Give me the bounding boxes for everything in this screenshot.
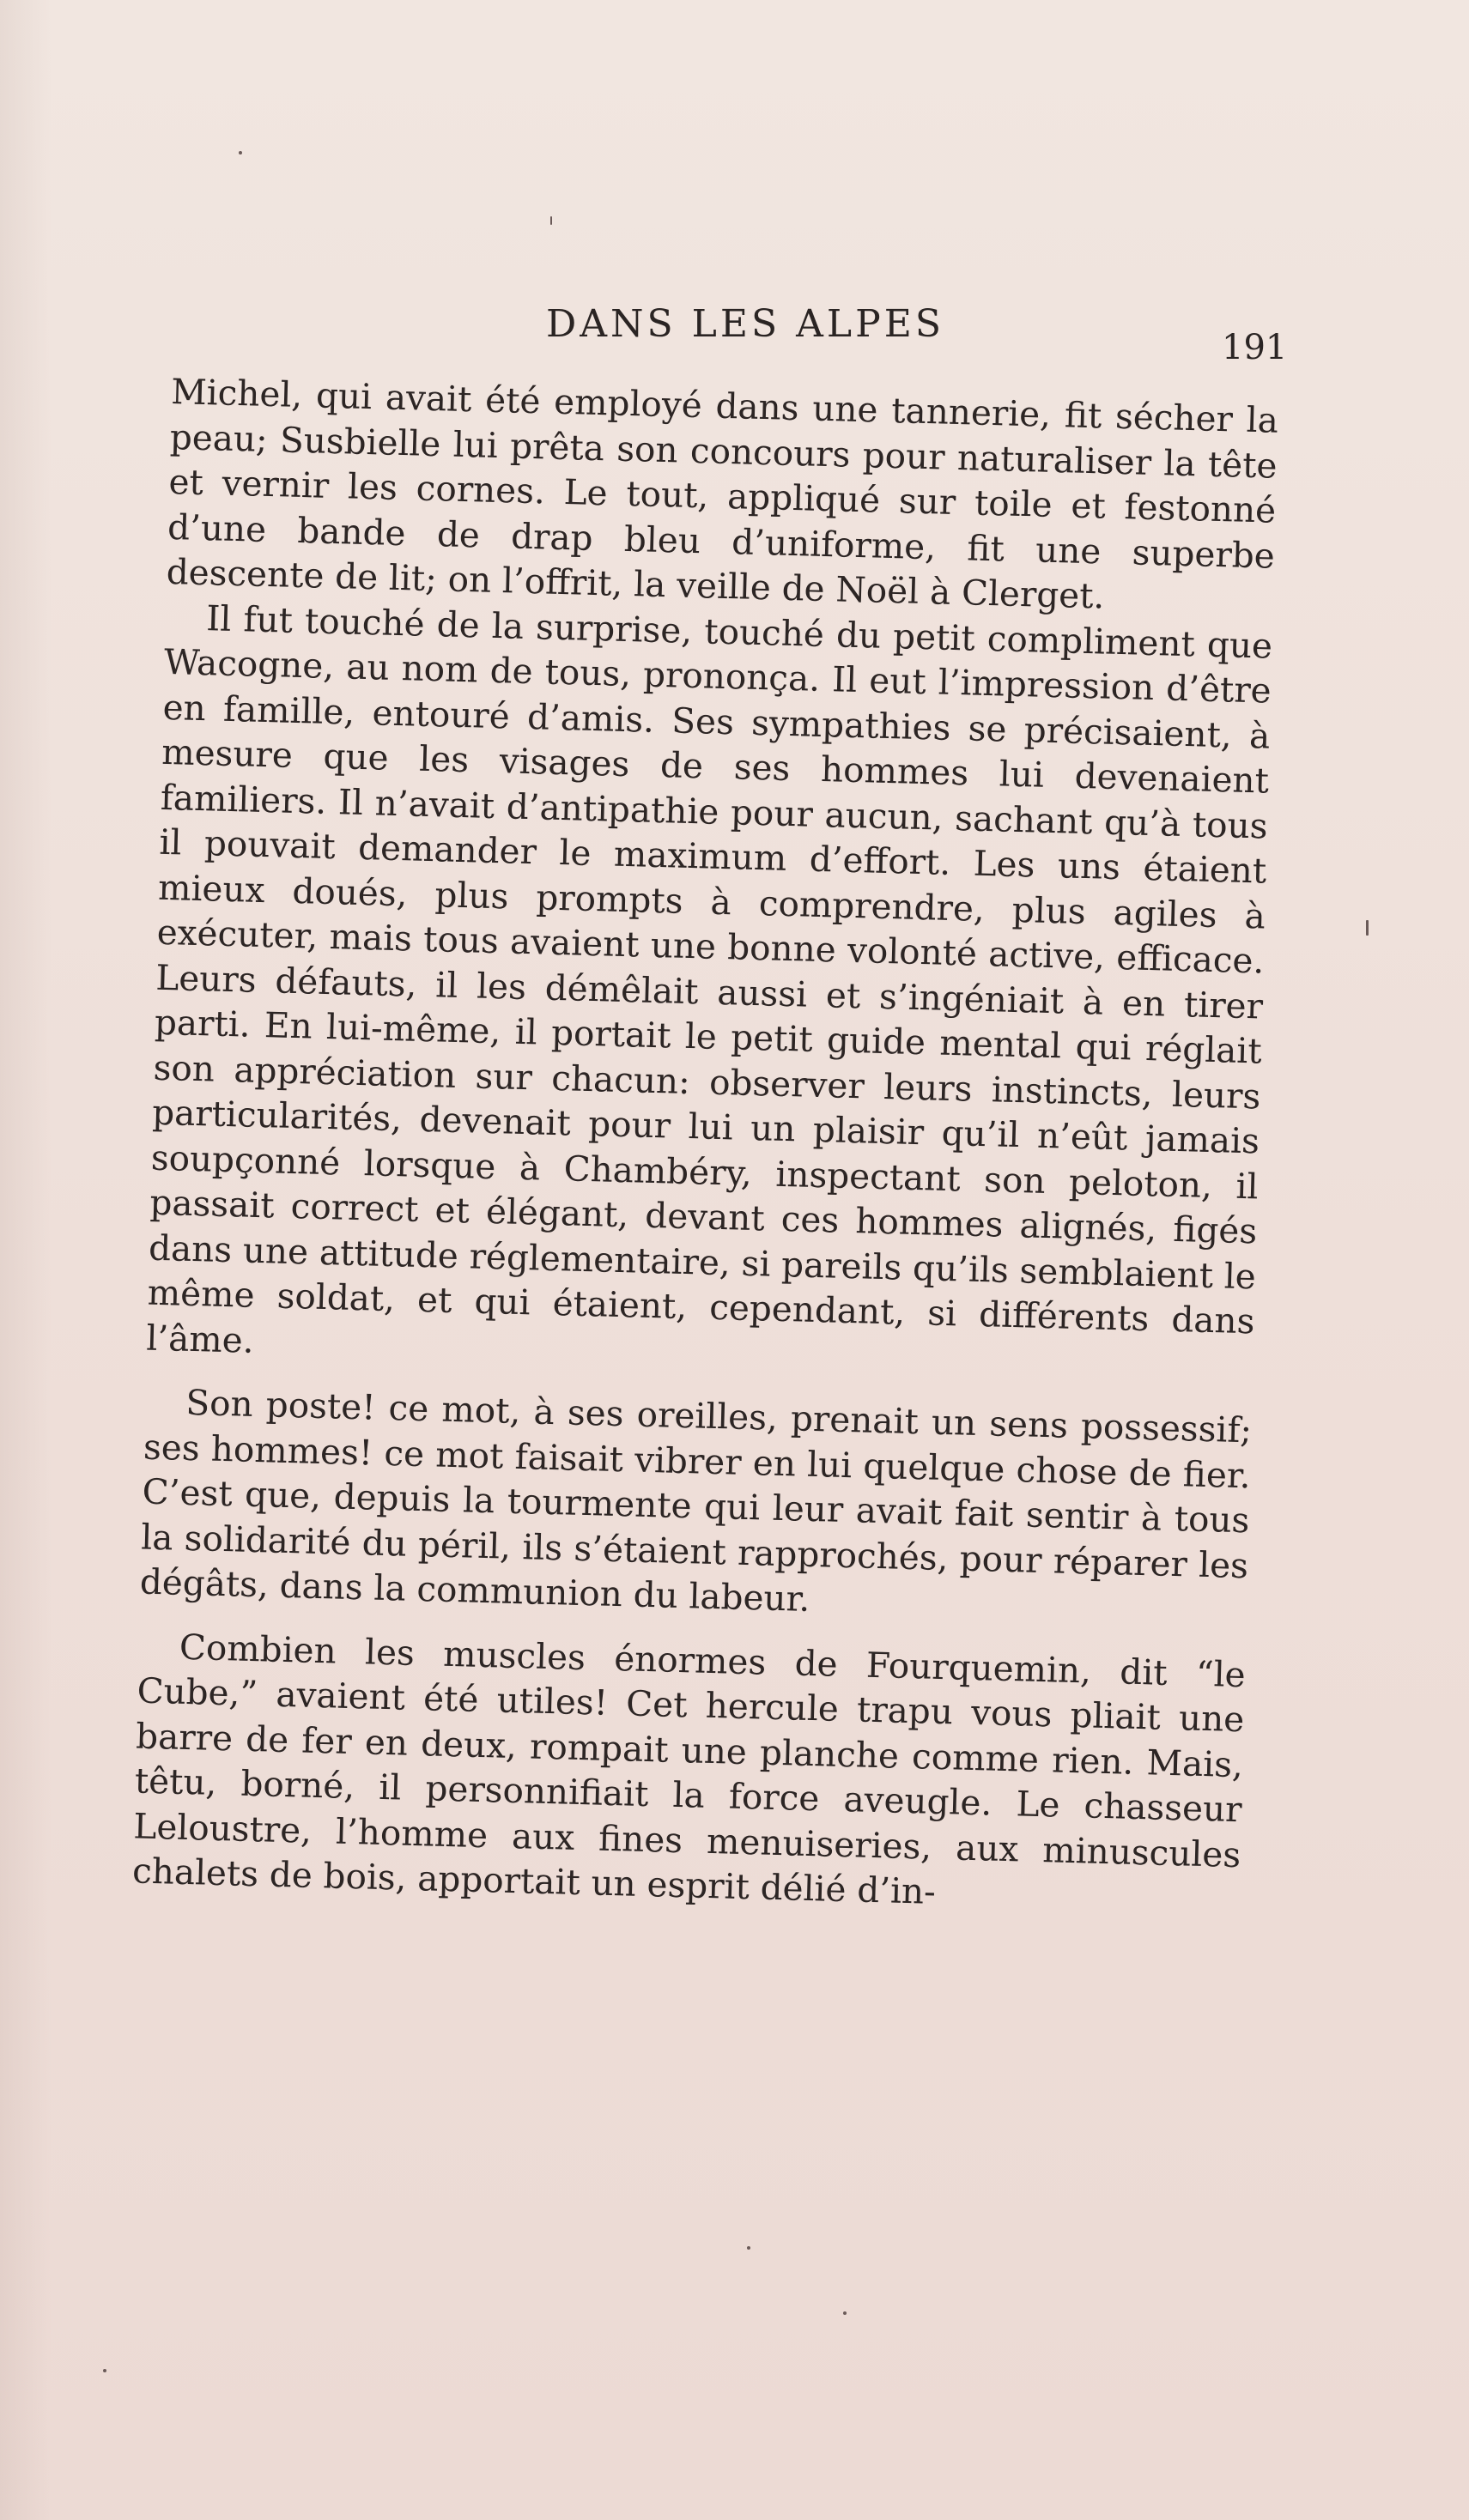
paragraph: Il fut touché de la surprise, touché du petit compliment que Wacogne, au nom de tous, prononça. Il eut l’impression d’être en famille, entouré d’amis. Ses sympathies se précisaient, à mesure que les visages de ses hommes lui devenaient familiers. Il n’avait d’antipathie pour aucun, sachant qu’à tous il pouvait demander le maximum d’effort. Les uns étaient mieux doués, plus prompts à comprendre, plus agiles à exécuter, mais tous avaient une bonne volonté active, efficace. Leurs défauts, il les démêlait aussi et s’ingéniait à en tirer parti. En lui-même, il portait le petit guide mental qui réglait son appréciation sur chacun: observer leurs instincts, leurs particularités, devenait pour lui un plaisir qu’il n’eût jamais soupçonné lorsque à Chambéry, inspectant son peloton, il passait correct et élégant, devant ces hommes alignés, figés dans une attitude réglementaire, si pareils qu’ils semblaient le même soldat, et qui étaient, cependant, si différents dans l’âme. xyxy=(145,597,1273,1361)
paper-speck xyxy=(747,2246,750,2250)
paragraph: Combien les muscles énormes de Fourquemin, dit “le Cube,” avaient été utiles! Cet hercule trapu vous pliait une barre de fer en deux, rompait une planche comme rien. Mais, têtu, borné, il personnifiait la force aveugle. Le chasseur Leloustre, l’homme aux fines menuiseries, aux minuscules chalets de bois, apportait un esprit délié d’in- xyxy=(131,1626,1247,1912)
paper-speck xyxy=(103,2369,106,2372)
paper-speck xyxy=(1366,920,1369,936)
paragraph: Son poste! ce mot, à ses oreilles, prenait un sens possessif; ses hommes! ce mot faisait vibrer en lui quelque chose de fier. C’est que, depuis la tourmente qui leur avait fait sentir à tous la solidarité du péril, ils s’étaient rapprochés, pour réparer les dégâts, dans la communion du labeur. xyxy=(139,1381,1253,1620)
running-head xyxy=(0,302,1469,367)
page-number: 191 xyxy=(1222,328,1288,367)
paragraph: Michel, qui avait été employé dans une tannerie, fit sécher la peau; Susbielle lui prêta son concours pour naturaliser la tête et vernir les cornes. Le tout, appliqué sur toile et festonné d’une bande de drap bleu d’uniforme, fit une superbe descente de lit; on l’offrit, la veille de Noël à Clerget. xyxy=(166,370,1279,617)
paper-speck xyxy=(550,216,552,225)
paper-speck xyxy=(239,151,242,154)
running-title: DANS LES ALPES xyxy=(546,302,945,346)
paper-speck xyxy=(843,2311,847,2315)
body-text xyxy=(131,369,1278,1923)
